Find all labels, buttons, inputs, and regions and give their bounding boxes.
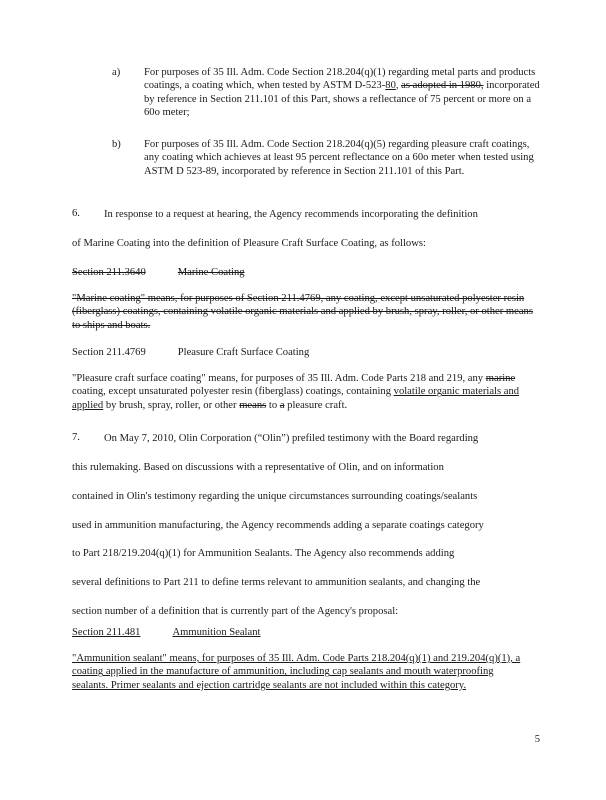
section-number: Section 211.4769 xyxy=(72,347,146,358)
deleted-text: as adopted in 1980, xyxy=(401,80,484,92)
paragraph-7-line-3: contained in Olin's testimony regarding the unique circumstances surrounding coatings/sealants xyxy=(72,491,478,502)
deleted-text: a xyxy=(279,399,285,411)
definition-text: pleasure craft. xyxy=(284,399,348,411)
ammunition-sealant-definition: "Ammunition sealant" means, for purposes of 35 Ill. Adm. Code Parts 218.204(q)(1) and 219.204(q)(1), a coating applied in the manufacture of ammunition, including cap sealants and mouth waterproofing sealants. Primer sealants and ejection cartridge sealants are not included within this category. xyxy=(72,653,521,691)
marine-coating-heading xyxy=(72,266,245,279)
deleted-text: marine xyxy=(485,373,516,384)
deleted-text: means xyxy=(239,399,267,411)
section-title: Marine Coating xyxy=(177,267,245,278)
marine-coating-definition: "Marine coating" means, for purposes of Section 211.4769, any coating, except unsaturated polyester resin (fiberglass) coatings, containing volatile organic materials and applied by brush, spray, roller, or other means to ships and boats. xyxy=(72,293,533,331)
section-title: Ammunition Sealant xyxy=(172,627,261,638)
inserted-text: volatile organic materials and applied xyxy=(72,386,520,411)
definition-text: coating, except unsaturated polyester resin (fiberglass) coatings, containing xyxy=(72,386,394,398)
paragraph-6-number: 6. xyxy=(72,208,80,219)
definition-text: by brush, spray, roller, or other xyxy=(103,399,240,411)
pleasure-craft-definition xyxy=(72,372,542,412)
section-number: Section 211.481 xyxy=(72,627,141,638)
item-a-text xyxy=(144,66,544,120)
inserted-text: 80 xyxy=(385,80,396,92)
paragraph-6-line-1: In response to a request at hearing, the Agency recommends incorporating the definition xyxy=(104,209,478,220)
paragraph-7-number: 7. xyxy=(72,432,80,443)
item-a-text-part: For purposes of 35 Ill. Adm. Code Section 218.204(q)(1) regarding metal parts and products coatings, a coating which, when tested by ASTM D-523- xyxy=(144,67,536,92)
definition-text: to xyxy=(266,399,280,411)
page-number: 5 xyxy=(534,734,540,745)
item-a-text-part: incorporated by reference in Section 211.101 of this Part, shows a reflectance of 75 percent or more on a 60o meter; xyxy=(144,80,540,119)
paragraph-7-line-6: several definitions to Part 211 to define terms relevant to ammunition sealants, and changing the xyxy=(72,577,481,588)
section-title: Pleasure Craft Surface Coating xyxy=(177,347,310,358)
paragraph-6-line-2: of Marine Coating into the definition of Pleasure Craft Surface Coating, as follows: xyxy=(72,238,426,249)
definition-text: "Pleasure craft surface coating" means, for purposes of 35 Ill. Adm. Code Parts 218 and 219, any xyxy=(72,373,486,384)
paragraph-7-line-4: used in ammunition manufacturing, the Agency recommends adding a separate coatings category xyxy=(72,520,484,531)
paragraph-7-line-7: section number of a definition that is currently part of the Agency's proposal: xyxy=(72,606,399,617)
paragraph-7-line-5: to Part 218/219.204(q)(1) for Ammunition Sealants. The Agency also recommends adding xyxy=(72,548,455,559)
item-a-text-part: , xyxy=(395,80,402,92)
section-number: Section 211.3640 xyxy=(72,267,146,278)
item-b-label: b) xyxy=(112,139,121,150)
paragraph-7-line-2: this rulemaking. Based on discussions with a representative of Olin, and on information xyxy=(72,462,444,473)
item-a-label: a) xyxy=(112,67,121,78)
pleasure-craft-heading xyxy=(72,346,309,359)
item-b-text: For purposes of 35 Ill. Adm. Code Section 218.204(q)(5) regarding pleasure craft coatings, any coating which achieves at least 95 percent reflectance on a 60o meter when tested using ASTM D 523-89, incorporated by reference in Section 211.101 of this Part. xyxy=(144,139,534,177)
paragraph-7-line-1: On May 7, 2010, Olin Corporation (“Olin”) prefiled testimony with the Board regarding xyxy=(104,433,479,444)
ammunition-sealant-heading xyxy=(72,626,260,639)
